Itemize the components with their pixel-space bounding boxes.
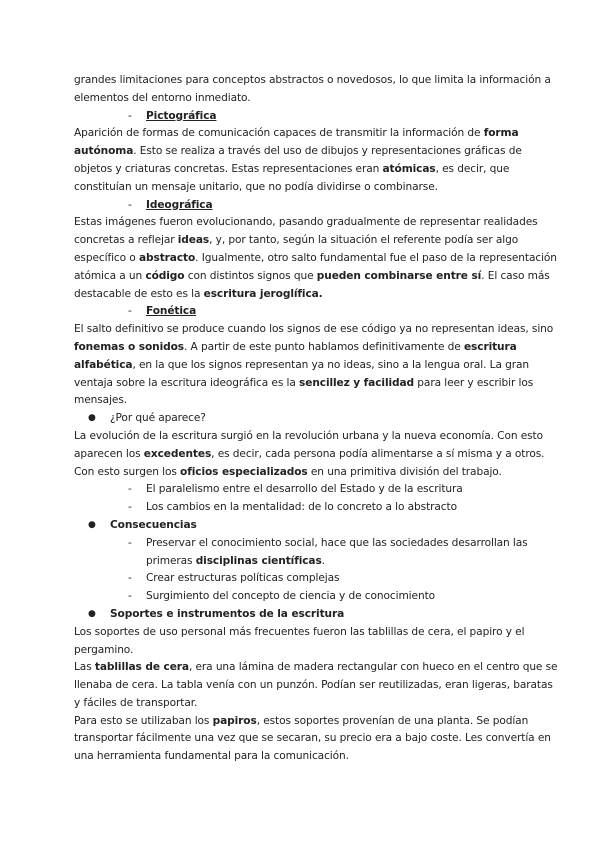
document-page (74, 72, 558, 766)
text-line: grandes limitaciones para conceptos abstractos o novedosos, lo que limita la información a (74, 74, 551, 86)
dash-marker: - (128, 501, 132, 514)
subheading-label: Fonética (146, 305, 197, 318)
text-line: objetos y criaturas concretas. Estas representaciones eran atómicas, es decir, que (74, 162, 510, 175)
text-line: y fáciles de transportar. (74, 696, 198, 709)
bullet-soportes (74, 606, 536, 624)
list-item: - Preservar el conocimiento social, hace que las sociedades desarrollan las (74, 535, 536, 553)
dash-marker: - (128, 572, 132, 585)
text-line: constituían un mensaje unitario, que no podía dividirse o combinarse. (74, 180, 438, 193)
text-line: Con esto surgen los oficios especializados en una primitiva división del trabajo. (74, 465, 502, 478)
dash-marker: - (128, 536, 132, 549)
dash-marker: - (128, 590, 132, 603)
text-line: alfabética, en la que los signos representan ya no ideas, sino a la lengua oral. La gran (74, 358, 530, 371)
text-line: elementos del entorno inmediato. (74, 91, 251, 104)
dash-marker: - (128, 109, 132, 122)
subheading-label: Pictográfica (146, 109, 217, 122)
text-line: fonemas o sonidos. A partir de este punto hablamos definitivamente de escritura (74, 340, 517, 353)
bullet-porque (74, 410, 536, 428)
text-line: La evolución de la escritura surgió en la revolución urbana y la nueva economía. Con esto (74, 429, 543, 442)
list-item: - Surgimiento del concepto de ciencia y de conocimiento (74, 588, 536, 606)
subheading-fonetica (74, 303, 536, 321)
dash-marker: - (128, 305, 132, 318)
bullet-marker: ● (88, 608, 96, 619)
text-line: El salto definitivo se produce cuando los signos de ese código ya no representan ideas, sino (74, 323, 554, 336)
text-line: Las tablillas de cera, era una lámina de madera rectangular con hueco en el centro que se (74, 661, 558, 674)
text-line: pergamino. (74, 643, 134, 656)
text-line: transportar fácilmente una vez que se secaran, su precio era a bajo coste. Les convertía en (74, 732, 551, 745)
bullet-label: Soportes e instrumentos de la escritura (110, 607, 345, 620)
dash-marker: - (128, 483, 132, 496)
dash-marker: - (128, 198, 132, 211)
text-line: aparecen los excedentes, es decir, cada persona podía alimentarse a sí misma y a otros. (74, 447, 545, 460)
text-line: llenaba de cera. La tabla venía con un punzón. Podían ser reutilizadas, eran ligeras, baratas (74, 679, 553, 692)
list-item: - Crear estructuras políticas complejas (74, 570, 536, 588)
text-line: ventaja sobre la escritura ideográfica es la sencillez y facilidad para leer y escribir los (74, 376, 534, 389)
subheading-ideografica (74, 197, 536, 215)
text-line: Para esto se utilizaban los papiros, estos soportes provenían de una planta. Se podían (74, 714, 529, 727)
text-line: destacable de esto es la escritura jeroglífica. (74, 287, 323, 300)
subheading-label: Ideográfica (146, 198, 213, 211)
list-item-continuation: primeras disciplinas científicas. (146, 554, 325, 567)
text-line: específico o abstracto. Igualmente, otro salto fundamental fue el paso de la representación (74, 251, 557, 264)
list-item: - El paralelismo entre el desarrollo del Estado y de la escritura (74, 481, 536, 499)
bullet-label: ¿Por qué aparece? (110, 412, 206, 425)
text-line: una herramienta fundamental para la comunicación. (74, 750, 349, 763)
bullet-label: Consecuencias (110, 518, 197, 531)
text-line: concretas a reflejar ideas, y, por tanto, según la situación el referente podía ser algo (74, 234, 519, 247)
text-line: autónoma. Esto se realiza a través del uso de dibujos y representaciones gráficas de (74, 145, 522, 158)
subheading-pictografica (74, 108, 536, 126)
bullet-marker: ● (88, 519, 96, 530)
text-line: Los soportes de uso personal más frecuentes fueron las tablillas de cera, el papiro y el (74, 625, 525, 638)
text-line: mensajes. (74, 394, 128, 407)
bullet-marker: ● (88, 413, 96, 424)
text-line: atómica a un código con distintos signos que pueden combinarse entre sí. El caso más (74, 269, 550, 282)
bullet-consecuencias (74, 517, 536, 535)
text-line: Estas imágenes fueron evolucionando, pasando gradualmente de representar realidades (74, 216, 538, 229)
list-item: - Los cambios en la mentalidad: de lo concreto a lo abstracto (74, 499, 536, 517)
text-line: Aparición de formas de comunicación capaces de transmitir la información de forma (74, 127, 519, 140)
